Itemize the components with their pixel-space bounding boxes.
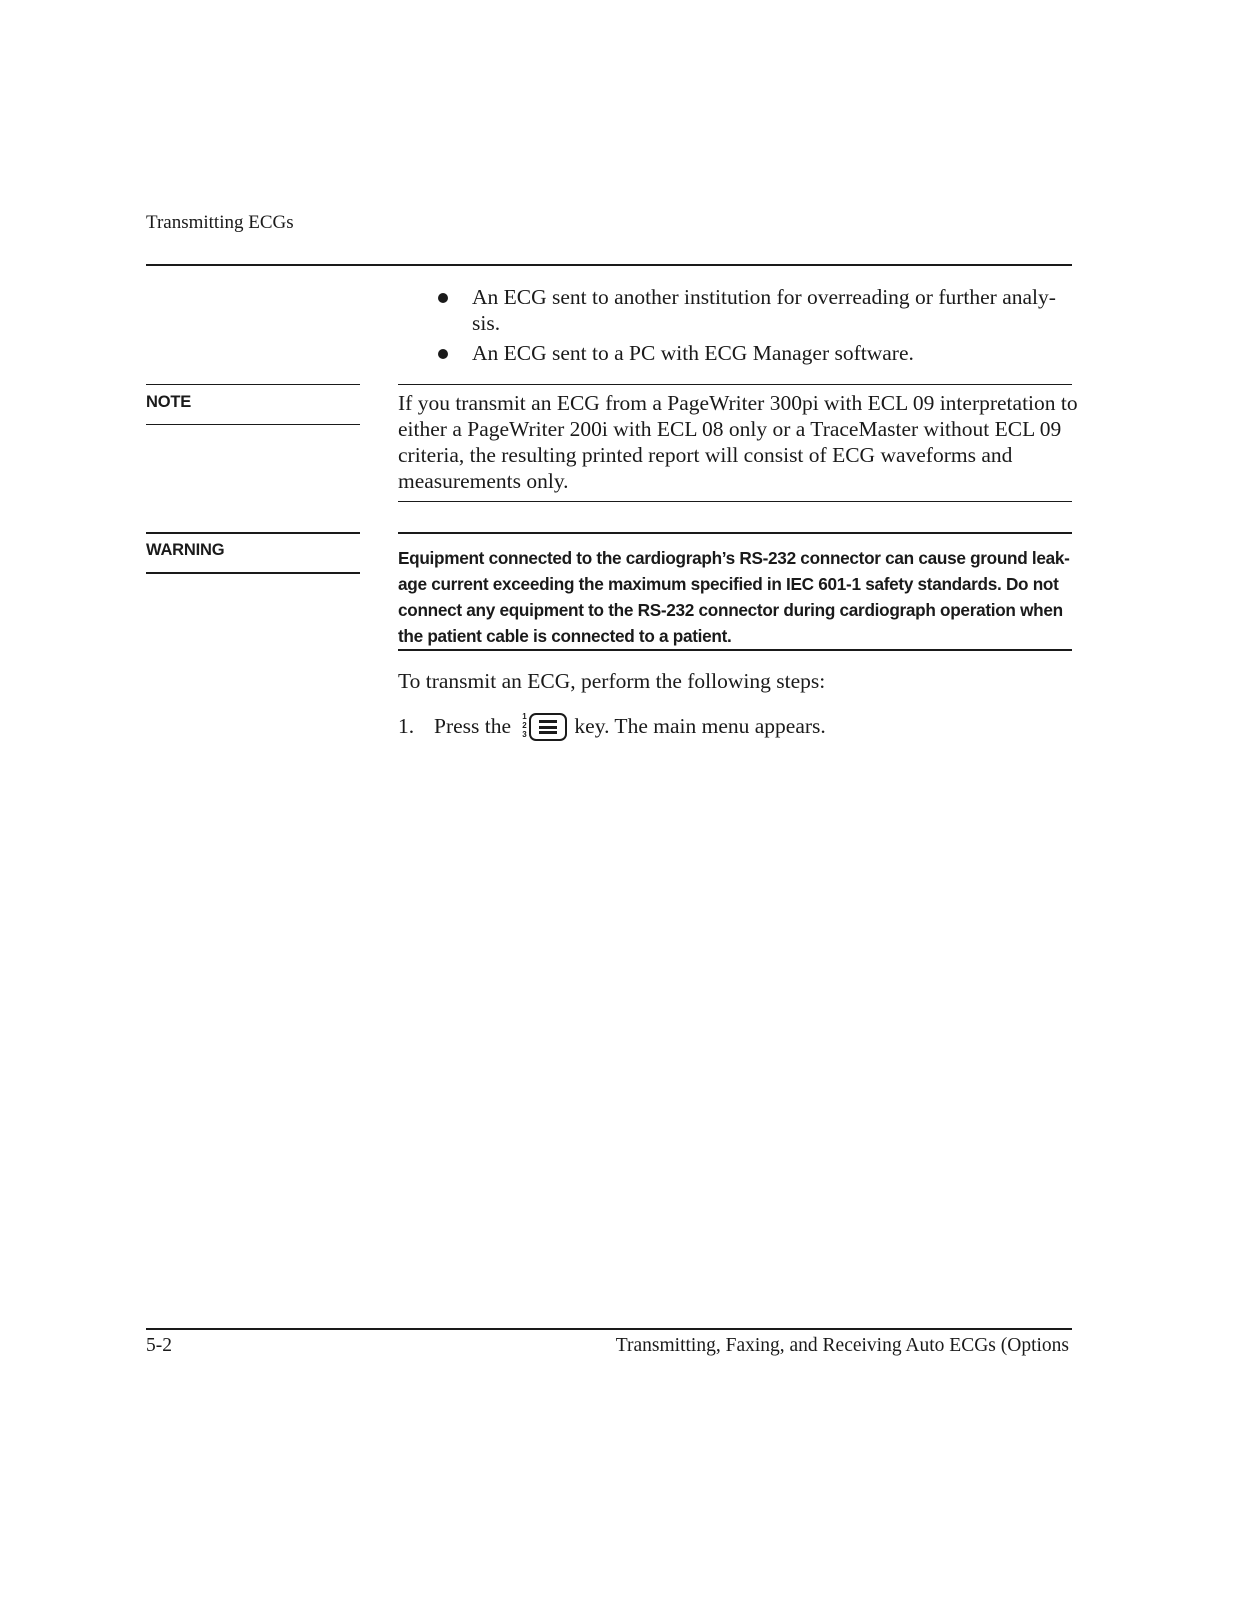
list-item: [430, 284, 1070, 336]
warning-bottom-rule: [398, 649, 1072, 651]
warning-body: Equipment connected to the cardiograph’s RS-232 connector can cause ground leak-age current exceeding the maximum specified in IEC 601-1 safety standards. Do not connect any equipment to the RS-232 connector during cardiograph operation when the patient cable is connected to a patient.: [398, 548, 1070, 646]
header-rule: [146, 264, 1072, 266]
menu-key-digits: 1 2 3: [522, 712, 527, 740]
note-top-rule: [398, 384, 1072, 385]
footer-rule: [146, 1328, 1072, 1330]
warning-label-bottom-rule: [146, 572, 360, 574]
note-label-bottom-rule: [146, 424, 360, 425]
footer-chapter-title: Transmitting, Faxing, and Receiving Auto ECGs (Options: [615, 1335, 1069, 1356]
bullet-list: [430, 284, 1070, 370]
note-body: If you transmit an ECG from a PageWriter 300pi with ECL 09 interpretation to either a PageWriter 200i with ECL 08 only or a TraceMaster without ECL 09 criteria, the resulting printed report will consist of ECG waveforms and measurements only.: [398, 391, 1078, 493]
step-text-after: key. The main menu appears.: [574, 714, 826, 738]
menu-key-icon: [520, 712, 570, 740]
note-label-top-rule: [146, 384, 360, 385]
warning-top-rule: [398, 532, 1072, 534]
step-text-before: Press the: [434, 714, 512, 738]
bullet-text: An ECG sent to a PC with ECG Manager software.: [472, 341, 914, 365]
warning-label-top-rule: [146, 532, 360, 534]
warning-label: WARNING: [146, 541, 225, 559]
menu-key-box: [529, 713, 567, 741]
list-item: [430, 340, 1070, 366]
page-number: 5-2: [146, 1335, 172, 1356]
note-bottom-rule: [398, 501, 1072, 502]
bullet-icon: [438, 349, 448, 359]
step-number: 1.: [398, 714, 415, 738]
bullet-text: An ECG sent to another institution for overreading or further analy- sis.: [472, 285, 1056, 335]
bullet-icon: [438, 293, 448, 303]
note-label: NOTE: [146, 393, 192, 411]
running-header: Transmitting ECGs: [146, 212, 294, 233]
step-1: [398, 713, 826, 740]
instructions-intro: To transmit an ECG, perform the following steps:: [398, 669, 826, 693]
